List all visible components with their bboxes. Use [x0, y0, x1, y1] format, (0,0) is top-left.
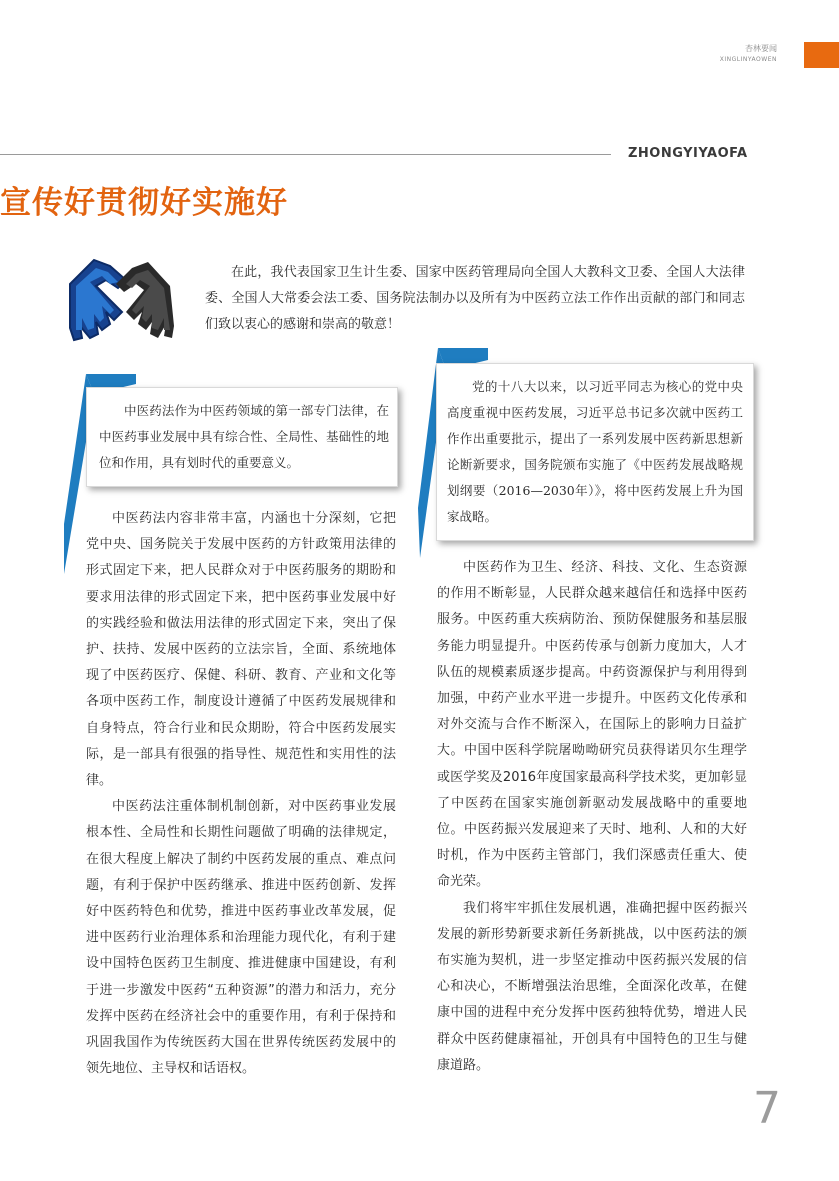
handshake-icon: [66, 254, 174, 350]
pull-quote-left: 中医药法作为中医药领域的第一部专门法律，在中医药事业发展中具有综合性、全局性、基础性的地位和作用，具有划时代的重要意义。: [86, 387, 398, 487]
article-title: 宣传好贯彻好实施好: [0, 185, 288, 221]
brand-english: XINGLINYAOWEN: [719, 56, 777, 63]
right-paragraph: 我们将牢牢抓住发展机遇，准确把握中医药振兴发展的新形势新要求新任务新挑战，以中医药法的颁布实施为契机，进一步坚定推动中医药振兴发展的信心和决心，不断增强法治思维，全面深化改革，在健康中国的进程中充分发挥中医药独特优势，增进人民群众中医药健康福祉，开创具有中国特色的卫生与健康道路。: [437, 900, 747, 1073]
left-column: [86, 506, 396, 1082]
right-paragraph: 中医药作为卫生、经济、科技、文化、生态资源的作用不断彰显，人民群众越来越信任和选择中医药服务。中医药重大疾病防治、预防保健服务和基层服务能力明显提升。中医药传承与创新力度加大，人才队伍的规模素质逐步提高。中药资源保护与利用得到加强，中药产业水平进一步提升。中医药文化传承和对外交流与合作不断深入，在国际上的影响力日益扩大。中国中医科学院屠呦呦研究员获得诺贝尔生理学或医学奖及2016年度国家最高科学技术奖，更加彰显了中医药在国家实施创新驱动发展战略中的重要地位。中医药振兴发展迎来了天时、地利、人和的大好时机，作为中医药主管部门，我们深感责任重大、使命光荣。: [437, 560, 747, 890]
pull-quote-right: 党的十八大以来，以习近平同志为核心的党中央高度重视中医药发展，习近平总书记多次就中医药工作作出重要批示，提出了一系列发展中医药新思想新论断新要求，国务院颁布实施了《中医药发展战略规划纲要（2016—2030年）》，将中医药发展上升为国家战略。: [436, 363, 754, 541]
orange-tab: [804, 42, 839, 68]
brand-chinese: 杏林要闻: [745, 44, 777, 53]
intro-paragraph: 在此，我代表国家卫生计生委、国家中医药管理局向全国人大教科文卫委、全国人大法律委、全国人大常委会法工委、国务院法制办以及所有为中医药立法工作作出贡献的部门和同志们致以衷心的感谢和崇高的敬意！: [205, 265, 745, 332]
page-number: 7: [753, 1083, 781, 1134]
left-paragraph: 中医药法注重体制机制创新，对中医药事业发展根本性、全局性和长期性问题做了明确的法律规定，在很大程度上解决了制约中医药发展的重点、难点问题，有利于保护中医药继承、推进中医药创新、发挥好中医药特色和优势，推进中医药事业改革发展，促进中医药行业治理体系和治理能力现代化，有利于建设中国特色医药卫生制度、推进健康中国建设，有利于进一步激发中医药“五种资源”的潜力和活力，充分发挥中医药在经济社会中的重要作用，有利于保持和巩固我国作为传统医药大国在世界传统医药发展中的领先地位、主导权和话语权。: [86, 799, 396, 1077]
magazine-brand: [720, 43, 777, 65]
section-label: ZHONGYIYAOFA: [628, 146, 748, 161]
right-column: [437, 555, 747, 1079]
left-paragraph: 中医药法内容非常丰富，内涵也十分深刻，它把党中央、国务院关于发展中医药的方针政策用法律的形式固定下来，把人民群众对于中医药服务的期盼和要求用法律的形式固定下来，把中医药事业发展中好的实践经验和做法用法律的形式固定下来，突出了保护、扶持、发展中医药的立法宗旨，全面、系统地体现了中医药医疗、保健、科研、教育、产业和文化等各项中医药工作，制度设计遵循了中医药发展规律和自身特点，符合行业和民众期盼，符合中医药发展实际，是一部具有很强的指导性、规范性和实用性的法律。: [86, 511, 396, 789]
header-rule: [0, 154, 611, 155]
